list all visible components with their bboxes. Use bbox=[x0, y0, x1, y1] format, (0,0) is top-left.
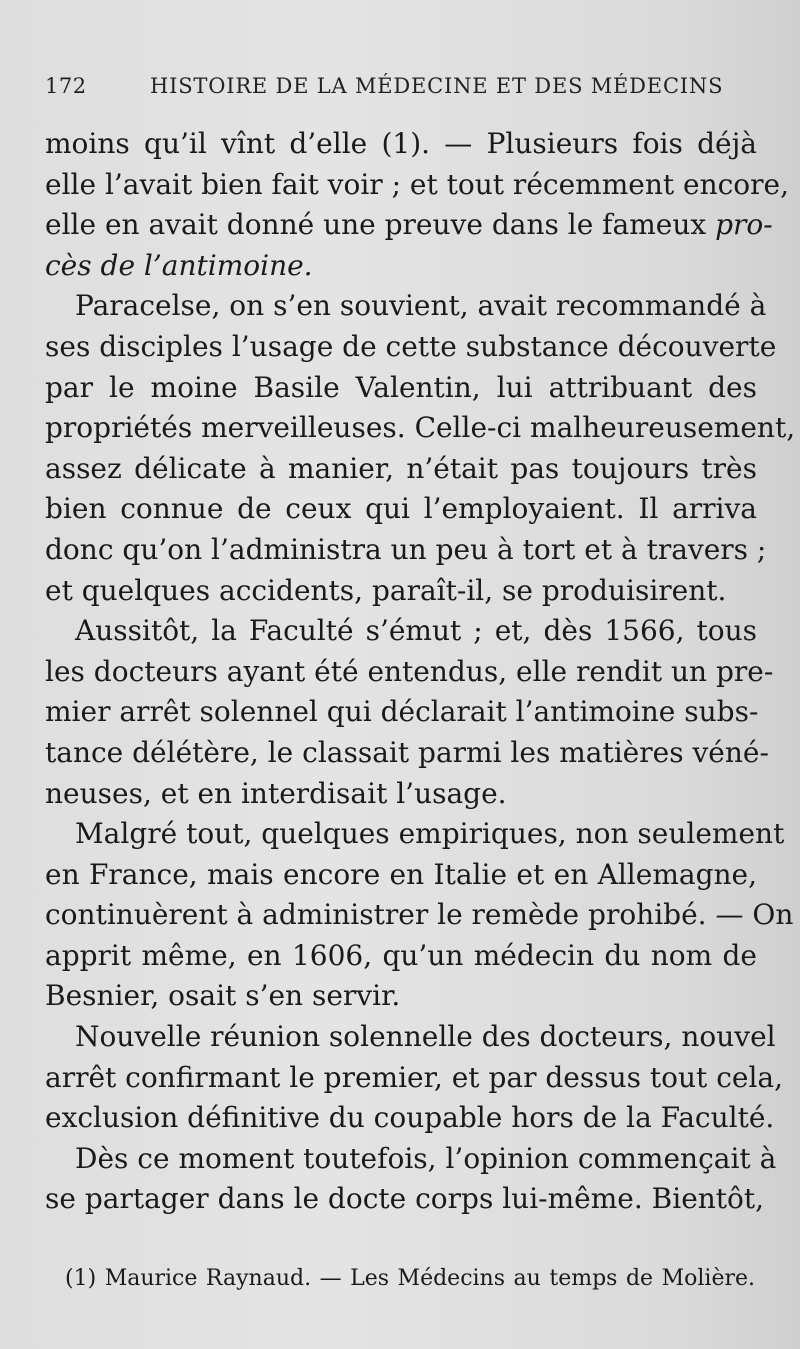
page-number: 172 bbox=[45, 74, 87, 98]
text-line: elle en avait donné une preuve dans le fameux pro- bbox=[45, 208, 773, 242]
text-line: les docteurs ayant été entendus, elle rendit un pre- bbox=[45, 654, 774, 688]
text-line: en France, mais encore en Italie et en Allemagne, bbox=[45, 857, 757, 891]
text-line: donc qu’on l’administra un peu à tort et à travers ; bbox=[45, 532, 767, 566]
text-line: Nouvelle réunion solennelle des docteurs, nouvel bbox=[75, 1020, 776, 1054]
text-line: ses disciples l’usage de cette substance découverte bbox=[45, 329, 777, 363]
footnote: (1) Maurice Raynaud. — Les Médecins au temps de Molière. bbox=[65, 1266, 755, 1291]
text-line: Besnier, osait s’en servir. bbox=[45, 979, 401, 1013]
text-line: propriétés merveilleuses. Celle-ci malheureusement, bbox=[45, 411, 796, 445]
text-line: elle l’avait bien fait voir ; et tout récemment encore, bbox=[45, 167, 789, 201]
text-line: moins qu’il vînt d’elle (1). — Plusieurs fois déjà bbox=[45, 127, 757, 160]
text-line: Paracelse, on s’en souvient, avait recommandé à bbox=[75, 289, 767, 323]
running-head bbox=[45, 74, 755, 104]
text-line: arrêt confirmant le premier, et par dessus tout cela, bbox=[45, 1060, 783, 1094]
text-line: continuèrent à administrer le remède prohibé. — On bbox=[45, 898, 794, 932]
text-line: se partager dans le docte corps lui-même. Bientôt, bbox=[45, 1182, 765, 1216]
text-line: et quelques accidents, paraît-il, se produisirent. bbox=[45, 573, 727, 607]
running-title: HISTOIRE DE LA MÉDECINE ET DES MÉDECINS bbox=[150, 74, 724, 98]
text-line: mier arrêt solennel qui déclarait l’antimoine subs- bbox=[45, 695, 759, 729]
text-line: cès de l’antimoine. bbox=[45, 248, 313, 282]
text-line: tance délétère, le classait parmi les matières véné- bbox=[45, 735, 769, 769]
text-line: assez délicate à manier, n’était pas toujours très bbox=[45, 451, 757, 485]
text-line: Malgré tout, quelques empiriques, non seulement bbox=[75, 817, 785, 851]
text-line: bien connue de ceux qui l’employaient. Il arriva bbox=[45, 492, 757, 526]
text-line: neuses, et en interdisait l’usage. bbox=[45, 776, 507, 810]
text-line: Aussitôt, la Faculté s’émut ; et, dès 1566, tous bbox=[75, 614, 757, 648]
body-text bbox=[45, 124, 796, 1220]
text-line: exclusion définitive du coupable hors de la Faculté. bbox=[45, 1101, 775, 1135]
text-line: par le moine Basile Valentin, lui attribuant des bbox=[45, 370, 757, 404]
text-line: Dès ce moment toutefois, l’opinion commençait à bbox=[75, 1141, 777, 1175]
text-line: apprit même, en 1606, qu’un médecin du nom de bbox=[45, 938, 757, 972]
